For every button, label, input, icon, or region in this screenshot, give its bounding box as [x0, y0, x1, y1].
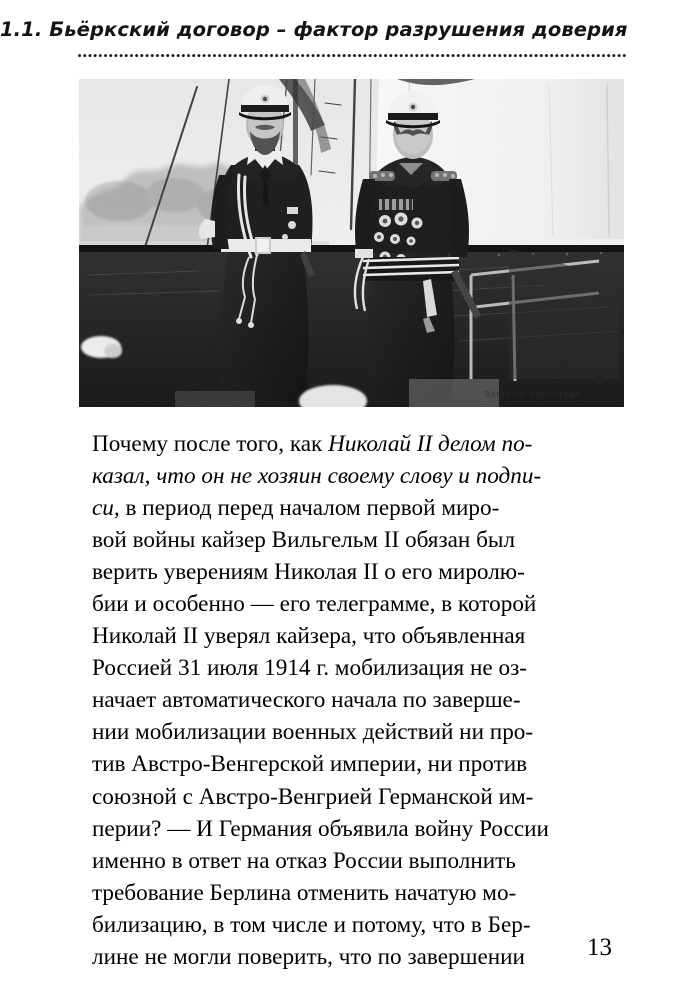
photo-credit-watermark — [485, 390, 583, 399]
body-line — [92, 748, 613, 780]
figure-photograph — [79, 79, 624, 407]
body-line — [92, 877, 613, 909]
body-emphasis: казал, что он не хозяин своему слову и подпи- — [92, 463, 542, 490]
body-run: начает автоматического начала по заверше- — [92, 687, 521, 714]
body-run: Почему после того, как — [92, 431, 329, 457]
body-run: перии? — И Германия объявила войну России — [92, 815, 549, 842]
photo-credit-suffix: repr. — [559, 390, 583, 399]
body-run: требование Берлина отменить начатую мо- — [92, 879, 517, 906]
body-run: бии и особенно — его телеграмме, в которой — [92, 591, 537, 618]
body-run: вой войны кайзер Вильгельм II обязан был — [92, 527, 516, 554]
historical-photo-image — [79, 79, 624, 407]
body-emphasis: Николай II делом по- — [328, 431, 533, 457]
dotted-rule-divider — [78, 54, 626, 58]
body-line — [92, 588, 613, 620]
body-run: лине не могли поверить, что по завершении — [92, 943, 525, 970]
body-run: нии мобилизации военных действий ни про- — [92, 719, 534, 746]
body-line — [92, 620, 613, 652]
body-line — [92, 524, 613, 556]
body-line — [92, 716, 613, 748]
body-line — [92, 813, 613, 845]
body-line — [92, 556, 613, 588]
body-run: именно в ответ на отказ России выполнить — [92, 847, 516, 874]
body-emphasis: си, — [92, 495, 120, 522]
body-run: верить уверениям Николая II о его миролю- — [92, 559, 525, 586]
body-line — [92, 492, 613, 524]
body-line — [92, 684, 613, 716]
body-line — [92, 781, 613, 813]
body-run: билизацию, в том числе и потому, что в Бер- — [92, 911, 531, 938]
body-run: в период перед началом первой миро- — [119, 495, 500, 522]
body-run: Россией 31 июля 1914 г. мобилизация не оз- — [92, 655, 527, 682]
body-run: Николай II уверял кайзера, что объявленная — [92, 623, 526, 650]
body-line — [92, 845, 613, 877]
body-paragraph — [92, 428, 613, 973]
body-line — [92, 460, 613, 492]
running-head: 1.1. Бьёркский договор – фактор разрушения доверия — [0, 18, 628, 41]
body-line — [92, 652, 613, 684]
page-number: 13 — [587, 934, 612, 961]
photo-credit-text: Rotophot Berlin — [484, 390, 556, 399]
body-run: союзной с Австро-Венгрией Германской им- — [92, 783, 534, 810]
body-line — [92, 428, 613, 460]
body-run: тив Австро-Венгерской империи, ни против — [92, 751, 528, 778]
